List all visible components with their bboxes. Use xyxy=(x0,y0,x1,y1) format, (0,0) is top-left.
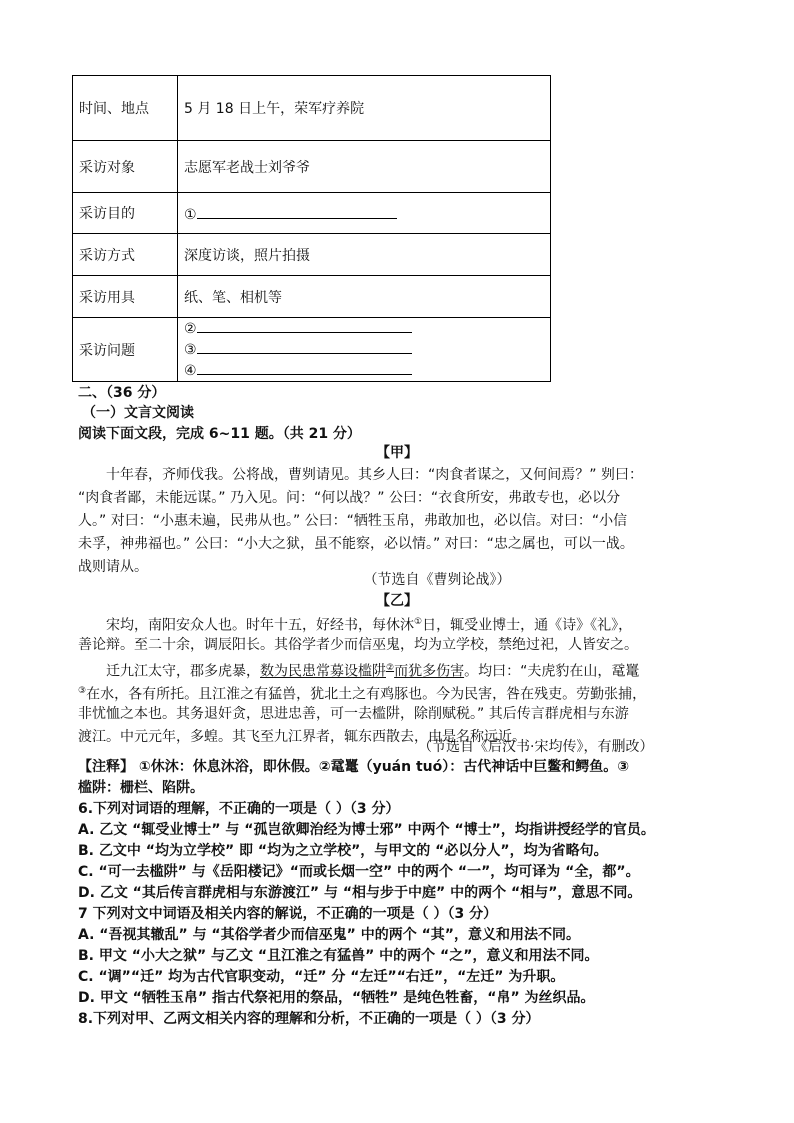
notes-line: 槛阱：栅栏、陷阱。 xyxy=(78,780,204,796)
row-value: 5 月 18 日上午，荣军疗养院 xyxy=(178,76,551,141)
option-c: C. “调”“迁” 均为古代官职变动，“迁” 分 “左迁”“右迁”，“左迁” 为升职。 xyxy=(78,969,565,985)
table-row xyxy=(73,276,551,318)
table-row xyxy=(73,193,551,234)
passage-line: 战则请从。 xyxy=(78,559,148,575)
section-heading: 二、（36 分） xyxy=(78,385,166,401)
passage-line: 未孚，神弗福也。” 公曰：“小大之狱，虽不能察，必以情。” 对曰：“忠之属也，可以一战。 xyxy=(78,536,634,552)
option-d: D. 甲文 “牺牲玉帛” 指古代祭祀用的祭品，“牺牲” 是纯色牲畜，“帛” 为丝织品。 xyxy=(78,990,595,1006)
answer-blank[interactable] xyxy=(197,339,412,354)
row-value xyxy=(178,193,551,234)
passage-source: （节选自《曹刿论战》） xyxy=(363,572,511,588)
question-stem: 7 下列对文中词语及相关内容的解说，不正确的一项是（ ）（3 分） xyxy=(78,906,498,922)
row-value xyxy=(178,318,551,382)
question-stem: 8.下列对甲、乙两文相关内容的理解和分析，不正确的一项是（ ）（3 分） xyxy=(78,1011,540,1027)
passage-yi-title: 【乙】 xyxy=(376,593,418,609)
option-b: B. 甲文 “小大之狱” 与乙文 “且江淮之有猛兽” 中的两个 “之”，意义和用法不同。 xyxy=(78,948,599,964)
passage-line: 迁九江太守，郡多虎暴，数为民患常募设槛阱②而犹多伤害。均曰：“夫虎豹在山，鼋鼍 xyxy=(106,663,640,680)
circled-number: ③ xyxy=(184,342,197,358)
interview-table xyxy=(72,75,551,382)
table-row xyxy=(73,234,551,276)
passage-line: ③在水，各有所托。且江淮之有猛兽，犹北土之有鸡豚也。今为民害，咎在残吏。劳勤张捕， xyxy=(78,686,647,703)
notes-line: 【注释】 ①休沐：休息沐浴，即休假。②鼋鼍（yuán tuó）：古代神话中巨鳖和鳄鱼。③ xyxy=(78,759,630,775)
table-row xyxy=(73,141,551,193)
passage-line: 善论辩。至二十余，调辰阳长。其俗学者少而信巫鬼，均为立学校，禁绝过祀，人皆安之。 xyxy=(78,637,638,653)
instruction: 阅读下面文段，完成 6~11 题。（共 21 分） xyxy=(78,426,361,442)
row-label: 采访对象 xyxy=(73,141,178,193)
circled-number: ① xyxy=(184,206,197,223)
passage-line: 宋均，南阳安众人也。时年十五，好经书，每休沐①日，辄受业博士，通《诗》《礼》， xyxy=(106,617,633,634)
row-label: 采访目的 xyxy=(73,193,178,234)
passage-line: 渡江。中元元年，多蝗。其飞至九江界者，辄东西散去，由是名称远近。 xyxy=(78,729,526,745)
option-a: A. “吾视其辙乱” 与 “其俗学者少而信巫鬼” 中的两个 “其”，意义和用法不同。 xyxy=(78,927,580,943)
passage-line: 非忧恤之本也。其务退奸贪，思进忠善，可一去槛阱，除削赋税。” 其后传言群虎相与东游 xyxy=(78,706,629,722)
circled-number: ② xyxy=(184,321,197,337)
option-d: D. 乙文 “其后传言群虎相与东游渡江” 与 “相与步于中庭” 中的两个 “相与”，意思不同。 xyxy=(78,885,642,901)
row-label: 采访用具 xyxy=(73,276,178,318)
table-row xyxy=(73,76,551,141)
subsection-heading: （一）文言文阅读 xyxy=(82,405,194,421)
table-row xyxy=(73,318,551,382)
option-b: B. 乙文中 “均为立学校” 即 “均为之立学校”，与甲文的 “必以分人”，均为省略句。 xyxy=(78,843,608,859)
passage-line: 人。” 对曰：“小惠未遍，民弗从也。” 公曰：“牺牲玉帛，弗敢加也，必以信。对曰：“小信 xyxy=(78,513,628,529)
option-a: A. 乙文 “辄受业博士” 与 “孤岂欲卿治经为博士邪” 中两个 “博士”，均指讲授经学的官员。 xyxy=(78,822,655,838)
option-c: C. “可一去槛阱” 与《岳阳楼记》“而或长烟一空” 中的两个 “一”，均可译为 “全，都”。 xyxy=(78,864,640,880)
passage-line: 十年春，齐师伐我。公将战，曹刿请见。其乡人曰：“肉食者谋之，又何间焉？” 刿曰： xyxy=(106,467,643,483)
answer-blank[interactable] xyxy=(197,204,397,219)
question-stem: 6.下列对词语的理解，不正确的一项是（ ）（3 分） xyxy=(78,801,400,817)
row-value: 深度访谈，照片拍摄 xyxy=(178,234,551,276)
passage-line: “肉食者鄙，未能远谋。” 乃入见。问：“何以战？” 公曰：“衣食所安，弗敢专也，必以分 xyxy=(78,490,621,506)
circled-number: ④ xyxy=(184,363,197,379)
row-value: 志愿军老战士刘爷爷 xyxy=(178,141,551,193)
passage-jia-title: 【甲】 xyxy=(376,445,418,461)
row-label: 采访方式 xyxy=(73,234,178,276)
row-label: 采访问题 xyxy=(73,318,178,382)
passage-source: （节选自《后汉书·宋均传》，有删改） xyxy=(418,739,654,755)
answer-blank[interactable] xyxy=(197,318,412,333)
row-value: 纸、笔、相机等 xyxy=(178,276,551,318)
answer-blank[interactable] xyxy=(197,360,412,375)
row-label: 时间、地点 xyxy=(73,76,178,141)
